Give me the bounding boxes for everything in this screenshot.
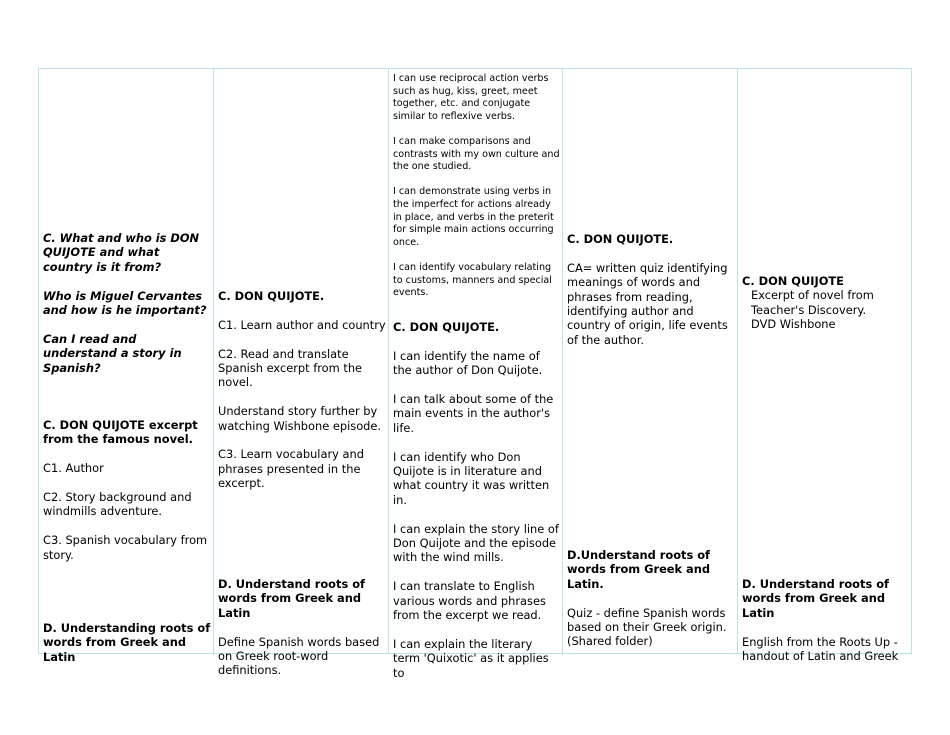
resource-excerpt: Excerpt of novel from Teacher's Discovery. <box>751 288 874 317</box>
statement-author: I can identify the name of the author of Don Quijote. <box>393 348 543 378</box>
questions-block <box>43 231 211 375</box>
assessment-column <box>563 69 738 653</box>
content-c1: C1. Author <box>43 461 104 476</box>
resources-block-c <box>742 274 910 332</box>
statement-comparisons: I can make comparisons and contrasts with my own culture and the one studied. <box>393 135 560 173</box>
objectives-column <box>214 69 389 678</box>
objective-d-text: Define Spanish words based on Greek root-word definitions. <box>218 634 380 678</box>
content-c3: C3. Spanish vocabulary from story. <box>43 533 208 562</box>
content-d-heading: D. Understanding roots of words from Greek and Latin <box>43 621 211 664</box>
resources-c-heading: C. DON QUIJOTE <box>742 274 844 288</box>
statements-small-block <box>393 73 560 300</box>
objective-c3: C3. Learn vocabulary and phrases presented in the excerpt. <box>218 447 364 491</box>
resources-d-heading: D. Understand roots of words from Greek and Latin <box>742 577 889 620</box>
assessment-d-text: Quiz - define Spanish words based on their Greek origin. (Shared folder) <box>567 605 727 649</box>
question-don-quijote: C. What and who is DON QUIJOTE and what country is it from? <box>43 231 200 274</box>
content-c-heading: C. DON QUIJOTE excerpt from the famous novel. <box>43 418 198 447</box>
statement-life-events: I can talk about some of the main events in the author's life. <box>393 392 554 435</box>
assessment-block-c <box>567 232 735 347</box>
assessment-d-heading: D.Understand roots of words from Greek and Latin. <box>567 548 711 591</box>
content-c2: C2. Story background and windmills adventure. <box>43 490 192 519</box>
question-cervantes: Who is Miguel Cervantes and how is he important? <box>43 288 207 318</box>
essential-questions-column <box>39 69 214 664</box>
statement-quixotic: I can explain the literary term 'Quixotic' as it applies to <box>393 636 549 680</box>
objective-c1: C1. Learn author and country <box>218 317 386 332</box>
statement-c-heading: C. DON QUIJOTE. <box>393 320 500 334</box>
statement-vocabulary: I can identify vocabulary relating to customs, manners and special events. <box>393 261 552 299</box>
statement-literature: I can identify who Don Quijote is in literature and what country it was written in. <box>393 449 550 507</box>
statement-translate: I can translate to English various words and phrases from the excerpt we read. <box>393 579 546 623</box>
objective-d-heading: D. Understand roots of words from Greek and Latin <box>218 577 365 620</box>
statement-story-line: I can explain the story line of Don Quijote and the episode with the wind mills. <box>393 521 559 565</box>
statements-block-c <box>393 320 560 680</box>
assessment-c-text: CA= written quiz identifying meanings of words and phrases from reading, identifying author and country of origin, life events of the author. <box>567 260 728 347</box>
objective-understand: Understand story further by watching Wishbone episode. <box>218 404 382 433</box>
assessment-c-heading: C. DON QUIJOTE. <box>567 232 674 246</box>
objective-c-heading: C. DON QUIJOTE. <box>218 289 325 303</box>
i-can-statements-column <box>389 69 563 680</box>
objectives-block-d <box>218 577 386 678</box>
objective-c2: C2. Read and translate Spanish excerpt from the novel. <box>218 346 363 390</box>
statement-imperfect-preterit: I can demonstrate using verbs in the imperfect for actions already in place, and verbs in the preterit for simple main actions occurring once. <box>393 186 554 248</box>
statement-reciprocal-verbs: I can use reciprocal action verbs such as hug, kiss, greet, meet together, etc. and conjugate similar to reflexive verbs. <box>393 73 549 122</box>
content-block-d <box>43 621 211 664</box>
assessment-block-d <box>567 548 735 649</box>
resource-dvd: DVD Wishbone <box>751 317 836 332</box>
lesson-plan-table <box>38 68 912 680</box>
resources-d-text: English from the Roots Up - handout of Latin and Greek <box>742 634 899 664</box>
resources-column <box>738 69 912 664</box>
resources-block-d <box>742 577 910 663</box>
question-read-story: Can I read and understand a story in Spanish? <box>43 331 182 375</box>
content-block-c <box>43 418 211 562</box>
objectives-block-c <box>218 289 386 491</box>
